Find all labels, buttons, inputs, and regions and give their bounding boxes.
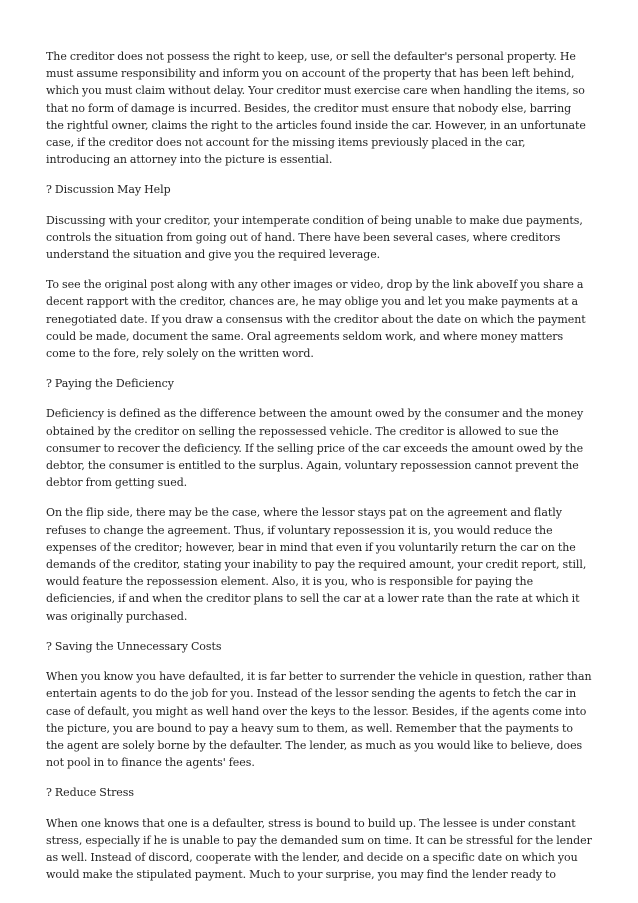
paragraph-discussing-creditor: Discussing with your creditor, your intemperate condition of being unable to make due payments, controls the situation from going out of hand. There have been several cases, where creditors understand the situation and give you the required leverage. xyxy=(46,213,583,262)
paragraph-surrender-vehicle: When you know you have defaulted, it is far better to surrender the vehicle in question, rather than entertain agents to do the job for you. Instead of the lessor sending the agents to fetch the car in case of default, you might as well hand over the keys to the lessor. Besides, if the agents come into the picture, you are bound to pay a heavy sum to them, as well. Remember that the payments to the agent are solely borne by the defaulter. The lender, as much as you would like to believe, does not pool in to finance the agents' fees. xyxy=(46,670,592,770)
paragraph-personal-property: The creditor does not possess the right to keep, use, or sell the defaulter's personal property. He must assume responsibility and inform you on account of the property that has been left behind, which you must claim without delay. Your creditor must exercise care when handling the items, so that no form of damage is incurred. Besides, the creditor must ensure that nobody else, barring the rightful owner, claims the right to the articles found inside the car. However, in an unfortunate case, if the creditor does not account for the missing items previously placed in the car, introducing an attorney into the picture is essential. xyxy=(46,50,586,167)
document-body xyxy=(46,48,592,896)
paragraph-original-post: To see the original post along with any other images or video, drop by the link aboveIf you share a decent rapport with the creditor, chances are, he may oblige you and let you make payments at a renegotiated date. If you draw a consensus with the creditor about the date on which the payment could be made, document the same. Oral agreements seldom work, and where money matters come to the fore, rely solely on the written word. xyxy=(46,278,586,361)
heading-reduce-stress: ? Reduce Stress xyxy=(46,786,134,800)
paragraph-deficiency-definition: Deficiency is defined as the difference between the amount owed by the consumer and the money obtained by the creditor on selling the repossessed vehicle. The creditor is allowed to sue the consumer to recover the deficiency. If the selling price of the car exceeds the amount owed by the debtor, the consumer is entitled to the surplus. Again, voluntary repossession cannot prevent the debtor from getting sued. xyxy=(46,407,584,490)
paragraph-flip-side: On the flip side, there may be the case, where the lessor stays pat on the agreement and flatly refuses to change the agreement. Thus, if voluntary repossession it is, you would reduce the expenses of the creditor; however, bear in mind that even if you voluntarily return the car on the demands of the creditor, stating your inability to pay the required amount, your credit report, still, would feature the repossession element. Also, it is you, who is responsible for paying the deficiencies, if and when the creditor plans to sell the car at a lower rate than the rate at which it was originally purchased. xyxy=(46,506,587,623)
heading-paying-deficiency: ? Paying the Deficiency xyxy=(46,377,174,391)
paragraph-stress: When one knows that one is a defaulter, stress is bound to build up. The lessee is under constant stress, especially if he is unable to pay the demanded sum on time. It can be stressful for the lender as well. Instead of discord, cooperate with the lender, and decide on a specific date on which you would make the stipulated payment. Much to your surprise, you may find the lender ready to xyxy=(46,816,592,882)
heading-saving-costs: ? Saving the Unnecessary Costs xyxy=(46,639,222,653)
heading-discussion-may-help: ? Discussion May Help xyxy=(46,183,171,197)
